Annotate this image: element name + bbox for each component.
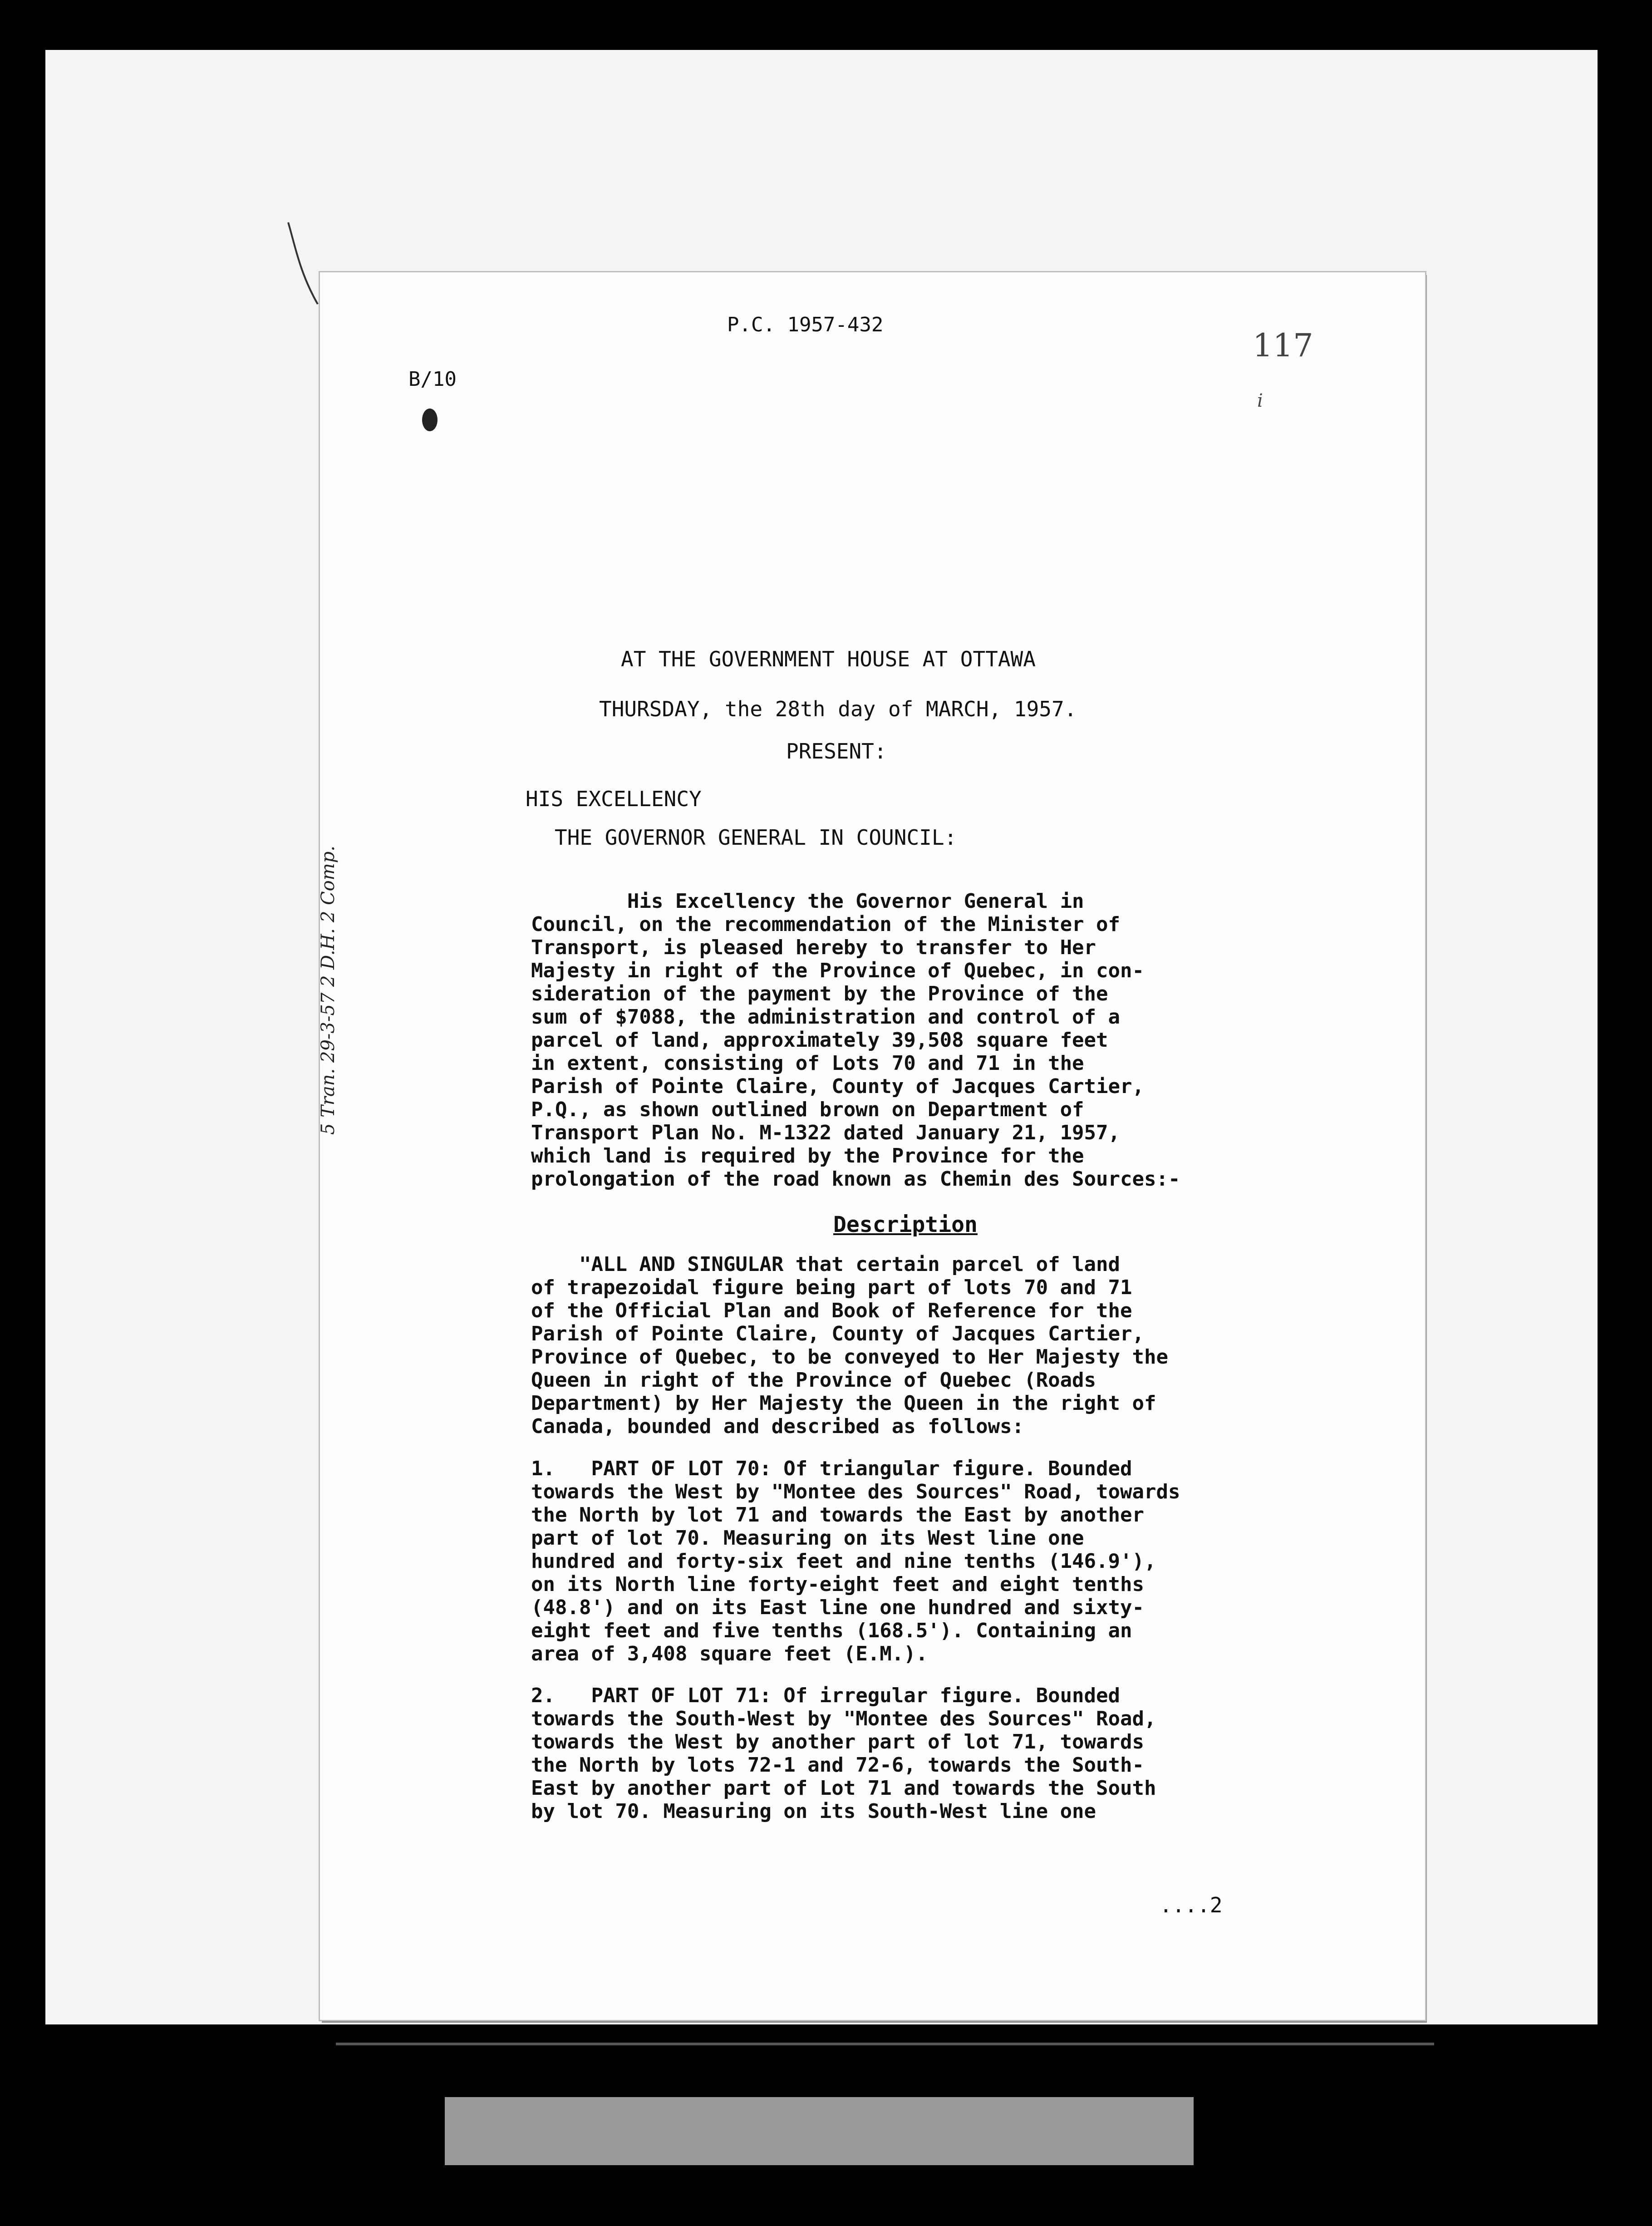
folio-number: 117 xyxy=(1253,327,1313,364)
date-line: THURSDAY, the 28th day of MARCH, 1957. xyxy=(599,697,1077,721)
description-heading: Description xyxy=(833,1212,978,1237)
council-label: THE GOVERNOR GENERAL IN COUNCIL: xyxy=(555,825,957,850)
punch-hole xyxy=(422,409,438,431)
description-intro: "ALL AND SINGULAR that certain parcel of land of trapezoidal figure being part of lots 70 and 71 of the Official Plan and Book of Reference for the Parish of Pointe Claire, County of Jacques Cartier, Province of Quebec, to be conveyed to Her Majesty the Queen in right of the Province of Quebec (Roads Department) by Her Majesty the Queen in the right of Canada, bounded and described as follows: xyxy=(531,1253,1168,1438)
order-number: P.C. 1957-432 xyxy=(727,313,884,336)
location-heading: AT THE GOVERNMENT HOUSE AT OTTAWA xyxy=(621,647,1036,671)
page-shadow xyxy=(336,2043,1434,2045)
folio-mark: i xyxy=(1257,390,1263,411)
handwritten-margin-note: 5 Tran. 29-3-57 2 D.H. 2 Comp. xyxy=(318,846,339,1135)
pen-stroke xyxy=(286,218,322,309)
page-edge-strip xyxy=(445,2097,1194,2165)
his-excellency-label: HIS EXCELLENCY xyxy=(526,787,702,811)
continuation-marker: ....2 xyxy=(1160,1893,1223,1917)
file-reference: B/10 xyxy=(408,368,457,391)
recital-paragraph: His Excellency the Governor General in Council, on the recommendation of the Minister of Transport, is pleased hereby to transfer to Her Majesty in right of the Province of Quebec, in con- sideration of the payment by the Province of the sum of $7088, the administration and control of a parcel of land, approximately 39,508 square feet in extent, consisting of Lots 70 and 71 in the Parish of Pointe Claire, County of Jacques Cartier, P.Q., as shown outlined brown on Department of Transport Plan No. M-1322 dated January 21, 1957, which land is required by the Province for the prolongation of the road known as Chemin des Sources:- xyxy=(531,890,1180,1191)
part-of-lot-71: 2. PART OF LOT 71: Of irregular figure. Bounded towards the South-West by "Montee des Sources" Road, towards the West by another part of lot 71, towards the North by lots 72-1 and 72-6, towards the South- East by another part of Lot 71 and towards the South by lot 70. Measuring on its South-West line one xyxy=(531,1684,1156,1823)
present-label: PRESENT: xyxy=(786,739,887,763)
part-of-lot-70: 1. PART OF LOT 70: Of triangular figure. Bounded towards the West by "Montee des Sources" Road, towards the North by lot 71 and towards the East by another part of lot 70. Measuring on its West line one hundred and forty-six feet and nine tenths (146.9'), on its North line forty-eight feet and eight tenths (48.8') and on its East line one hundred and sixty- eight feet and five tenths (168.5'). Containing an area of 3,408 square feet (E.M.). xyxy=(531,1457,1180,1665)
